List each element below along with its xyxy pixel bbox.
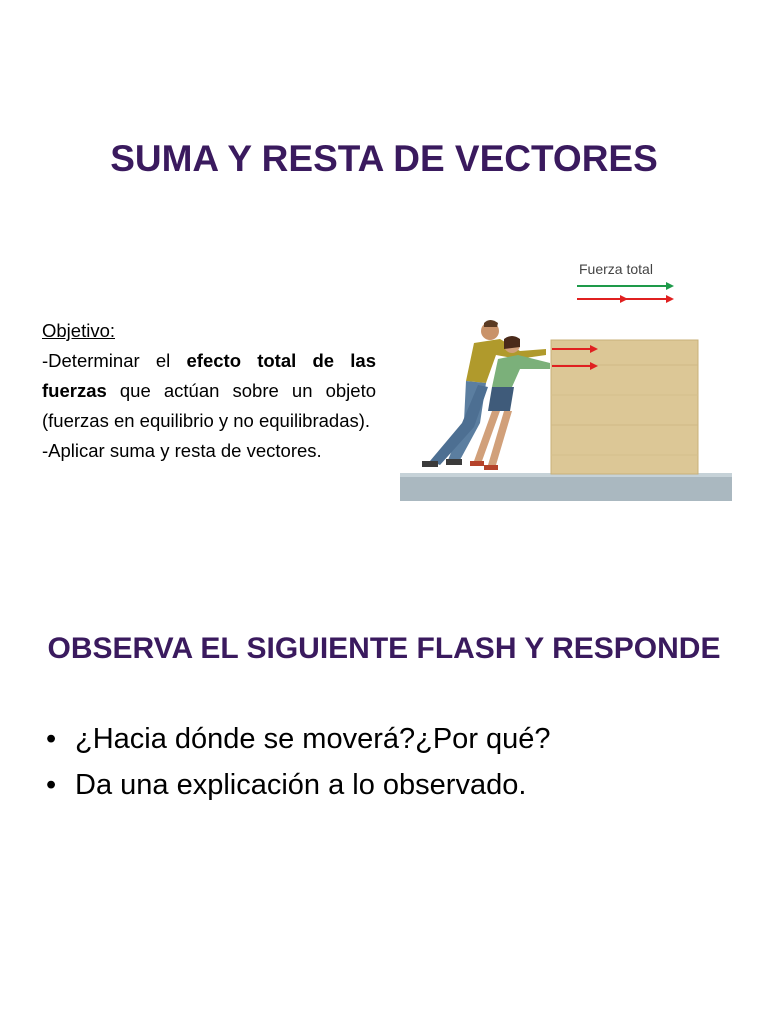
floor (400, 473, 732, 501)
objective-label: Objetivo: (42, 320, 116, 341)
objective-line-1 (42, 346, 376, 436)
section-heading: OBSERVA EL SIGUIENTE FLASH Y RESPONDE (47, 632, 721, 665)
objective-block (42, 316, 376, 466)
question-list (46, 716, 551, 808)
objective-line-1-suffix: que actúan sobre un objeto (fuerzas en equilibrio y no equilibradas). (42, 380, 376, 431)
objective-line-1-bold: efecto total de las fuerzas (42, 350, 376, 401)
question-item: • ¿Hacia dónde se moverá?¿Por qué? (46, 716, 551, 762)
forces-illustration (400, 255, 732, 501)
forces-illustration-svg (400, 255, 732, 501)
figure-caption: Fuerza total (579, 261, 653, 277)
cardboard-box (551, 340, 698, 474)
total-force-arrow (577, 282, 674, 290)
page-title: SUMA Y RESTA DE VECTORES (110, 138, 658, 179)
question-item: • Da una explicación a lo observado. (46, 762, 551, 808)
objective-line-1-prefix: -Determinar el (42, 350, 187, 371)
component-force-arrows (577, 295, 674, 303)
objective-line-2: -Aplicar suma y resta de vectores. (42, 440, 322, 461)
